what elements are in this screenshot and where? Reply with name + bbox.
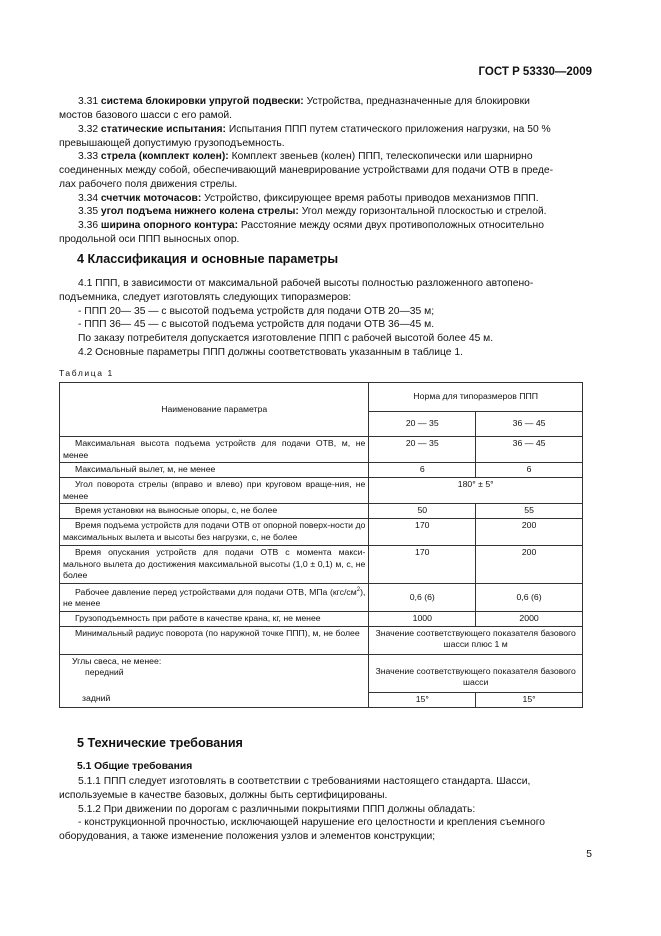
- table-row: [60, 546, 583, 584]
- subsection-5-1-heading: 5.1 Общие требования: [77, 761, 193, 772]
- angles-label: Углы свеса, не менее:: [72, 655, 162, 666]
- cell-value: 0,6 (6): [369, 584, 476, 612]
- para-4-1-cont: подъемника, следует изготовлять следующих типоразмеров:: [59, 292, 352, 303]
- cell-value: 2000: [476, 612, 583, 627]
- table-row: [60, 692, 583, 707]
- term-3-32-cont: превышающей допустимую грузоподъемность.: [59, 138, 285, 149]
- section-5-heading: 5 Технические требования: [77, 736, 243, 750]
- column-header-size-a: 20 — 35: [369, 412, 476, 437]
- cell-value: 6: [476, 463, 583, 478]
- column-header-parameter: Наименование параметра: [60, 383, 369, 437]
- cell-value: Значение соответствующего показателя базового шасси: [369, 654, 583, 692]
- list-item-cont: оборудования, а также изменение положения узлов и элементов конструкции;: [59, 831, 436, 842]
- row-label: Время подъема устройств для подачи ОТВ от опорной поверх-ности до максимальных вылета и высоты без нагрузки, с, не более: [60, 519, 369, 546]
- row-label: Максимальная высота подъема устройств для подачи ОТВ, м, не менее: [60, 437, 369, 463]
- cell-value: 15°: [476, 692, 583, 707]
- term-3-33-cont: соединенных между собой, обеспечивающий маневрирование устройствами для подачи ОТВ в преде-: [59, 165, 554, 176]
- table-row: [60, 654, 583, 692]
- cell-value: 170: [369, 519, 476, 546]
- angles-rear-label: задний: [60, 692, 369, 707]
- row-label: Рабочее давление перед устройствами для подачи ОТВ, МПа $(кгс/см^2)$, не менее: [60, 584, 369, 612]
- para-4-1: 4.1 ППП, в зависимости от максимальной рабочей высоты полностью разложенного автопено-: [78, 278, 534, 289]
- cell-value: 6: [369, 463, 476, 478]
- row-label: Максимальный вылет, м, не менее: [60, 463, 369, 478]
- cell-value: 50: [369, 504, 476, 519]
- list-item: - ППП 20— 35 — с высотой подъема устройств для подачи ОТВ 20—35 м;: [78, 306, 435, 317]
- list-item: - конструкционной прочностью, исключающей нарушение его целостности и крепления съемного: [78, 817, 545, 828]
- table-row: [60, 463, 583, 478]
- table-row: [60, 478, 583, 504]
- para-4-2: 4.2 Основные параметры ППП должны соответствовать указанным в таблице 1.: [78, 347, 463, 358]
- table-row: [60, 504, 583, 519]
- table-row: [60, 584, 583, 612]
- para-5-1-1: 5.1.1 ППП следует изготовлять в соответствии с требованиями настоящего стандарта. Шасси,: [78, 776, 531, 787]
- table-row: [60, 612, 583, 627]
- row-label: Время опускания устройств для подачи ОТВ с момента макси-мального вылета до достижения максимальной высоты (1,0 ± 0,1) м, с, не более: [60, 546, 369, 584]
- page-number: 5: [586, 849, 592, 860]
- row-label: Грузоподъемность при работе в качестве крана, кг, не менее: [60, 612, 369, 627]
- cell-value: 170: [369, 546, 476, 584]
- section-4-heading: 4 Классификация и основные параметры: [77, 252, 339, 266]
- cell-value: 15°: [369, 692, 476, 707]
- table-row: [60, 437, 583, 463]
- column-header-size-b: 36 — 45: [476, 412, 583, 437]
- para-5-1-2: 5.1.2 При движении по дорогам с различными покрытиями ППП должны обладать:: [78, 804, 476, 815]
- term-3-33-cont2: лах рабочего поля движения стрелы.: [59, 179, 238, 190]
- row-label: Минимальный радиус поворота (по наружной точке ППП), м, не более: [60, 626, 369, 654]
- term-3-31: 3.31 система блокировки упругой подвески: Устройства, предназначенные для блокировки: [78, 96, 530, 107]
- cell-value: 180° ± 5°: [369, 478, 583, 504]
- table-row: [60, 519, 583, 546]
- term-3-33: 3.33 стрела (комплект колен): Комплект звеньев (колен) ППП, телескопически или шарнирно: [78, 151, 533, 162]
- list-item: - ППП 36— 45 — с высотой подъема устройств для подачи ОТВ 36—45 м.: [78, 319, 435, 330]
- term-3-32: 3.32 статические испытания: Испытания ППП путем статического приложения нагрузки, на 50 %: [78, 124, 551, 135]
- column-header-norm: Норма для типоразмеров ППП: [369, 383, 583, 412]
- cell-value: 20 — 35: [369, 437, 476, 463]
- cell-value: 55: [476, 504, 583, 519]
- cell-value: 36 — 45: [476, 437, 583, 463]
- para-5-1-1-cont: используемые в качестве базовых, должны быть сертифицированы.: [59, 790, 388, 801]
- cell-value: Значение соответствующего показателя базового шасси плюс 1 м: [369, 626, 583, 654]
- cell-value: 200: [476, 546, 583, 584]
- cell-value: 200: [476, 519, 583, 546]
- table-caption: Таблица 1: [59, 368, 114, 378]
- row-label: [60, 654, 369, 692]
- para-4-1-note: По заказу потребителя допускается изготовление ППП с рабочей высотой более 45 м.: [78, 333, 494, 344]
- term-3-31-cont: мостов базового шасси с его рамой.: [59, 110, 233, 121]
- row-label: Время установки на выносные опоры, с, не более: [60, 504, 369, 519]
- cell-value: 1000: [369, 612, 476, 627]
- parameters-table: [59, 382, 583, 708]
- row-label: Угол поворота стрелы (вправо и влево) при круговом враще-ния, не менее: [60, 478, 369, 504]
- term-3-35: 3.35 угол подъема нижнего колена стрелы: Угол между горизонтальной плоскостью и стрелой.: [78, 206, 547, 217]
- term-3-34: 3.34 счетчик моточасов: Устройство, фиксирующее время работы приводов механизмов ППП.: [78, 193, 539, 204]
- table-row: [60, 626, 583, 654]
- angles-front-label: передний: [85, 667, 124, 677]
- term-3-36: 3.36 ширина опорного контура: Расстояние между осями двух противоположных относительно: [78, 220, 544, 231]
- term-3-36-cont: продольной оси ППП выносных опор.: [59, 234, 240, 245]
- cell-value: 0,6 (6): [476, 584, 583, 612]
- document-number: ГОСТ Р 53330—2009: [478, 66, 592, 78]
